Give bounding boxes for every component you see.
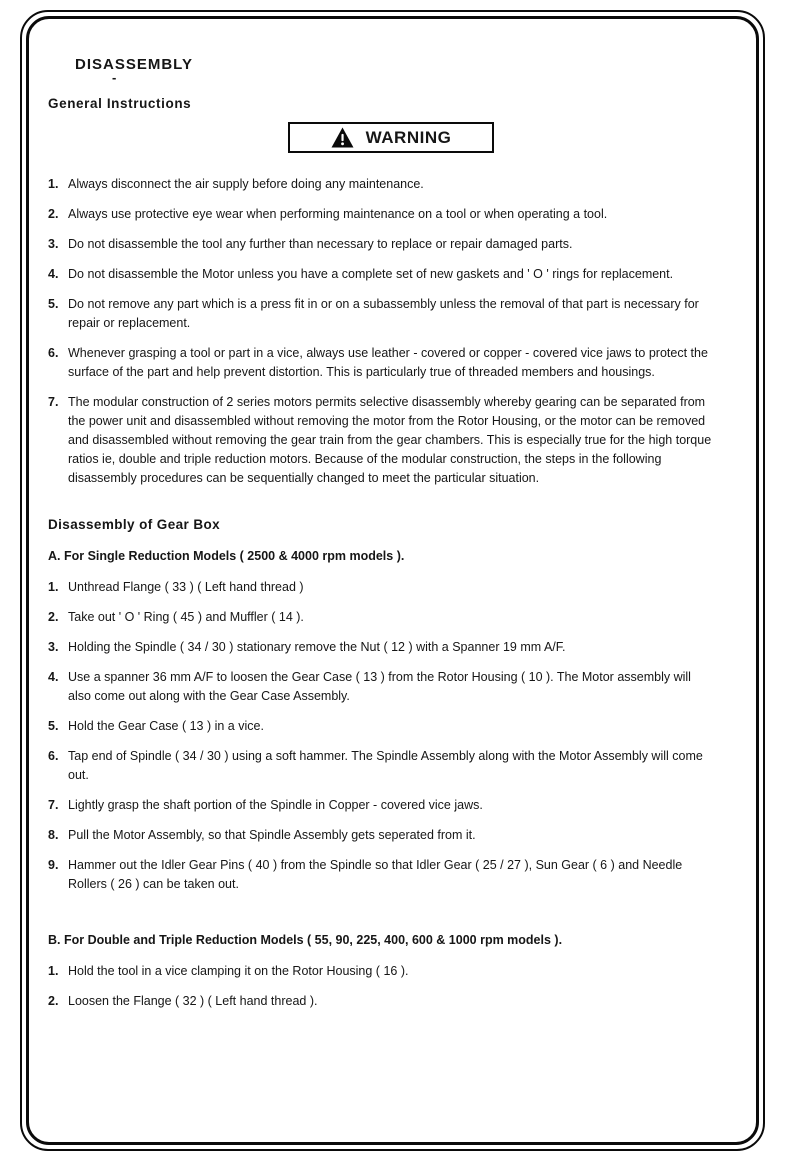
list-item	[48, 235, 716, 254]
list-item-text: Do not remove any part which is a press fit in or on a subassembly unless the removal of that part is necessary for repair or replacement.	[68, 297, 699, 330]
list-item-text: Take out ' O ' Ring ( 45 ) and Muffler ( 14 ).	[68, 610, 304, 624]
list-item-text: Hammer out the Idler Gear Pins ( 40 ) from the Spindle so that Idler Gear ( 25 / 27 ), Sun Gear ( 6 ) and Needle Rollers ( 26 ) can be taken out.	[68, 858, 683, 891]
warning-triangle-icon	[331, 127, 354, 148]
list-item	[48, 344, 716, 382]
page-title: DISASSEMBLY	[75, 56, 193, 73]
list-item-number: 2.	[48, 994, 59, 1008]
list-item-text: Unthread Flange ( 33 ) ( Left hand thread )	[68, 580, 304, 594]
list-item-text: Always use protective eye wear when performing maintenance on a tool or when operating a tool.	[68, 207, 608, 221]
list-item-number: 5.	[48, 297, 59, 311]
list-item-text: Pull the Motor Assembly, so that Spindle Assembly gets seperated from it.	[68, 828, 476, 842]
list-item-text: Do not disassemble the Motor unless you have a complete set of new gaskets and ' O ' rings for replacement.	[68, 267, 674, 281]
page-content	[48, 56, 716, 1022]
list-item-number: 6.	[48, 749, 59, 763]
warning-label: WARNING	[365, 127, 452, 147]
list-item-text: Holding the Spindle ( 34 / 30 ) stationary remove the Nut ( 12 ) with a Spanner 19 mm A/F.	[68, 640, 566, 654]
list-item-text: Do not disassemble the tool any further than necessary to replace or repair damaged parts.	[68, 237, 573, 251]
list-item-text: Always disconnect the air supply before doing any maintenance.	[68, 177, 424, 191]
section-a-steps-list	[48, 578, 716, 894]
list-item-text: Whenever grasping a tool or part in a vice, always use leather - covered or copper - covered vice jaws to protect the surface of the part and help prevent distortion. This is particularly true of threaded members and housings.	[68, 346, 708, 379]
list-item-number: 2.	[48, 207, 59, 221]
list-item	[48, 265, 716, 284]
section-b-heading: B. For Double and Triple Reduction Models ( 55, 90, 225, 400, 600 & 1000 rpm models ).	[48, 933, 563, 947]
list-item	[48, 826, 716, 845]
general-instructions-heading: General Instructions	[48, 96, 192, 111]
warning-box	[288, 122, 494, 153]
list-item-number: 7.	[48, 395, 59, 409]
list-item-number: 1.	[48, 964, 59, 978]
general-instructions-list	[48, 175, 716, 488]
list-item	[48, 608, 716, 627]
list-item-text: Lightly grasp the shaft portion of the Spindle in Copper - covered vice jaws.	[68, 798, 483, 812]
list-item	[48, 393, 716, 488]
list-item-number: 5.	[48, 719, 59, 733]
list-item-text: Loosen the Flange ( 32 ) ( Left hand thread ).	[68, 994, 318, 1008]
section-a-heading: A. For Single Reduction Models ( 2500 & 4000 rpm models ).	[48, 549, 405, 563]
list-item-number: 3.	[48, 640, 59, 654]
list-item-number: 4.	[48, 267, 59, 281]
list-item-number: 7.	[48, 798, 59, 812]
list-item	[48, 962, 716, 981]
list-item	[48, 295, 716, 333]
list-item-number: 4.	[48, 670, 59, 684]
list-item-text: Hold the tool in a vice clamping it on the Rotor Housing ( 16 ).	[68, 964, 409, 978]
list-item	[48, 747, 716, 785]
title-underscore-mark: -	[112, 70, 117, 85]
list-item	[48, 717, 716, 736]
list-item	[48, 175, 716, 194]
list-item-number: 6.	[48, 346, 59, 360]
list-item	[48, 668, 716, 706]
list-item	[48, 578, 716, 597]
list-item	[48, 638, 716, 657]
gearbox-section-heading: Disassembly of Gear Box	[48, 517, 221, 532]
list-item-text: The modular construction of 2 series motors permits selective disassembly whereby gearing can be separated from the power unit and disassembled without removing the motor from the Rotor Housing, or the motor can be removed and disassembled without removing the gear train from the gear chambers. This is especially true for the high torque ratios ie, double and triple reduction motors. Because of the modular construction, the steps in the following disassembly procedures can be sequentially changed to meet the particular situation.	[68, 395, 712, 485]
section-b-steps-list	[48, 962, 716, 1011]
list-item-text: Hold the Gear Case ( 13 ) in a vice.	[68, 719, 264, 733]
list-item	[48, 205, 716, 224]
list-item-text: Tap end of Spindle ( 34 / 30 ) using a soft hammer. The Spindle Assembly along with the Motor Assembly will come out.	[68, 749, 703, 782]
list-item-text: Use a spanner 36 mm A/F to loosen the Gear Case ( 13 ) from the Rotor Housing ( 10 ). The Motor assembly will also come out along with the Gear Case Assembly.	[68, 670, 691, 703]
list-item	[48, 992, 716, 1011]
list-item-number: 9.	[48, 858, 59, 872]
list-item	[48, 856, 716, 894]
list-item	[48, 796, 716, 815]
list-item-number: 1.	[48, 177, 59, 191]
list-item-number: 1.	[48, 580, 59, 594]
list-item-number: 3.	[48, 237, 59, 251]
list-item-number: 8.	[48, 828, 59, 842]
list-item-number: 2.	[48, 610, 59, 624]
